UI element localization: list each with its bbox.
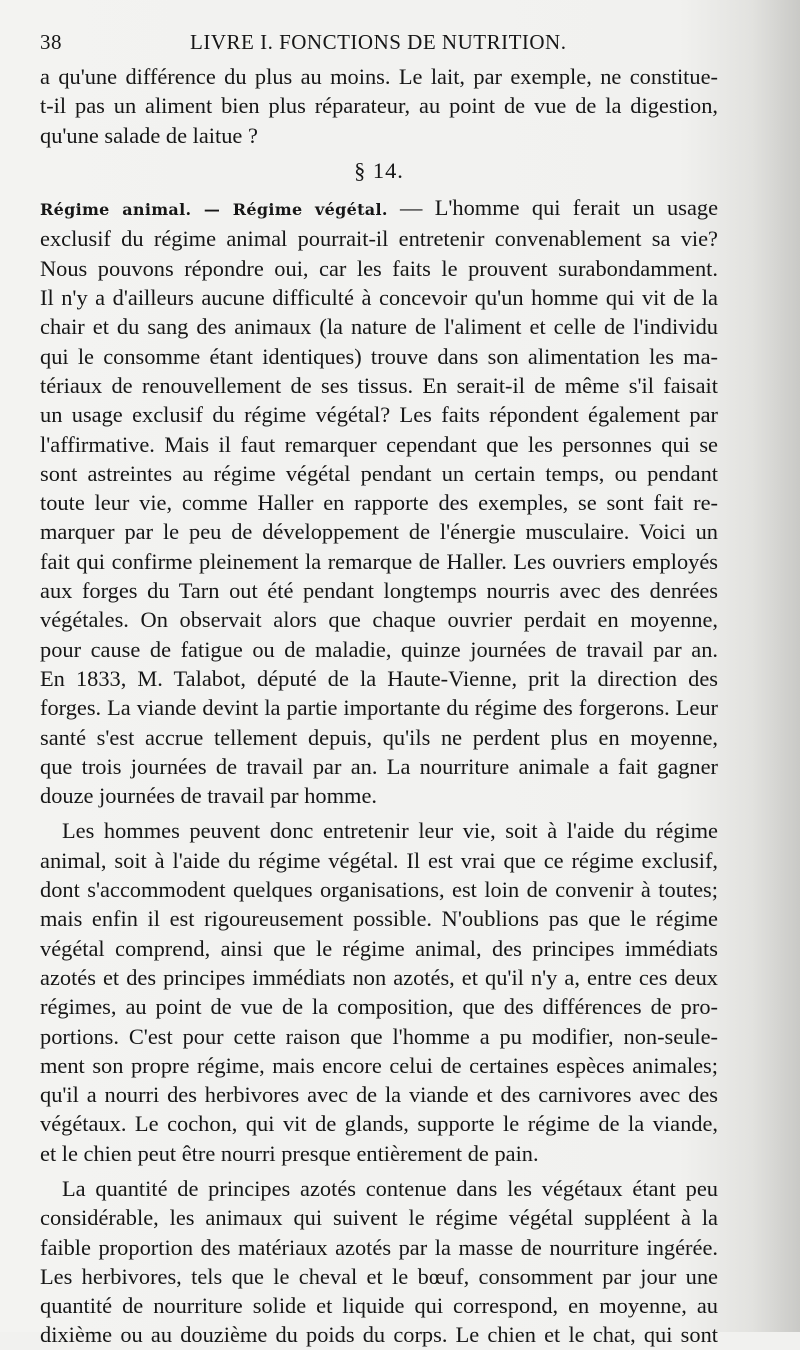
text-line: faible proportion des matériaux azotés par la masse de nourriture ingérée.	[40, 1234, 718, 1260]
paragraph-title-rest: — L'homme qui ferait un usage	[387, 195, 719, 221]
text-line	[40, 193, 718, 224]
text-line: Les herbivores, tels que le cheval et le bœuf, consomment par jour une	[40, 1263, 718, 1289]
text-line: végétaux. Le cochon, qui vit de glands, supporte le régime de la viande,	[40, 1111, 718, 1137]
text-line: Il n'y a d'ailleurs aucune difficulté à concevoir qu'un homme qui vit de la	[40, 285, 718, 311]
text-line: exclusif du régime animal pourrait-il entretenir convenablement sa vie?	[40, 226, 718, 252]
text-line: qui le consomme étant identiques) trouve dans son alimentation les ma-	[40, 343, 718, 369]
page-number: 38	[40, 30, 62, 54]
page-header	[40, 30, 580, 60]
text-line: un usage exclusif du régime végétal? Les faits répondent également par	[40, 402, 718, 428]
text-line: végétales. On observait alors que chaque ouvrier perdait en moyenne,	[40, 607, 718, 633]
text-line: végétal comprend, ainsi que le régime animal, des principes immédiats	[40, 935, 718, 961]
text-line: toute leur vie, comme Haller en rapporte des exemples, se sont fait re-	[40, 490, 718, 516]
paragraph-title: Régime animal. — Régime végétal.	[40, 200, 388, 220]
text-line: a qu'une différence du plus au moins. Le lait, par exemple, ne constitue-	[40, 64, 718, 89]
text-line: tériaux de renouvellement de ses tissus. En serait-il de même s'il faisait	[40, 372, 718, 398]
text-line: régimes, au point de vue de la composition, que des différences de pro-	[40, 994, 718, 1020]
text-line: Nous pouvons répondre oui, car les faits le prouvent surabondamment.	[40, 255, 718, 281]
text-line: qu'une salade de laitue ?	[40, 122, 258, 148]
text-line: fait qui confirme pleinement la remarque de Haller. Les ouvriers employés	[40, 548, 718, 574]
text-line: et le chien peut être nourri presque entièrement de pain.	[40, 1140, 539, 1166]
text-line: chair et du sang des animaux (la nature de l'aliment et celle de l'individu	[40, 314, 718, 340]
text-line: l'affirmative. Mais il faut remarquer cependant que les personnes qui se	[40, 431, 718, 457]
section-heading: § 14.	[354, 157, 404, 183]
text-line: sont astreintes au régime végétal pendant un certain temps, ou pendant	[40, 460, 718, 486]
text-line: qu'il a nourri des herbivores avec de la viande et des carnivores avec des	[40, 1082, 718, 1108]
text-line: mais enfin il est rigoureusement possible. N'oublions pas que le régime	[40, 906, 718, 932]
text-line: santé s'est accrue tellement depuis, qu'ils ne perdent plus en moyenne,	[40, 724, 718, 750]
text-line: forges. La viande devint la partie importante du régime des forgerons. Leur	[40, 695, 718, 721]
body-text	[40, 62, 718, 1350]
text-line: Les hommes peuvent donc entretenir leur vie, soit à l'aide du régime	[62, 818, 718, 844]
text-line: ment son propre régime, mais encore celui de certaines espèces animales;	[40, 1052, 718, 1078]
text-line: pour cause de fatigue ou de maladie, quinze journées de travail par an.	[40, 636, 718, 662]
text-line: t-il pas un aliment bien plus réparateur, au point de vue de la digestion,	[40, 93, 718, 119]
text-line: douze journées de travail par homme.	[40, 783, 377, 809]
text-line: dixième ou au douzième du poids du corps. Le chien et le chat, qui sont	[40, 1322, 718, 1348]
text-line: marquer par le peu de développement de l'énergie musculaire. Voici un	[40, 519, 718, 545]
text-line: En 1833, M. Talabot, député de la Haute-Vienne, prit la direction des	[40, 665, 718, 691]
text-line: que trois journées de travail par an. La nourriture animale a fait gagner	[40, 753, 718, 779]
running-title: LIVRE I. FONCTIONS DE NUTRITION.	[190, 30, 567, 54]
text-line: dont s'accommodent quelques organisations, est loin de convenir à toutes;	[40, 877, 718, 903]
text-line: considérable, les animaux qui suivent le régime végétal suppléent à la	[40, 1205, 718, 1231]
text-line: portions. C'est pour cette raison que l'homme a pu modifier, non-seule-	[40, 1023, 718, 1049]
text-line: azotés et des principes immédiats non azotés, et qu'il n'y a, entre ces deux	[40, 964, 718, 990]
text-line: quantité de nourriture solide et liquide qui correspond, en moyenne, au	[40, 1293, 718, 1319]
text-line: La quantité de principes azotés contenue dans les végétaux étant peu	[62, 1175, 718, 1201]
text-line: aux forges du Tarn out été pendant longtemps nourris avec des denrées	[40, 578, 718, 604]
text-line: animal, soit à l'aide du régime végétal. Il est vrai que ce régime exclusif,	[40, 847, 718, 873]
